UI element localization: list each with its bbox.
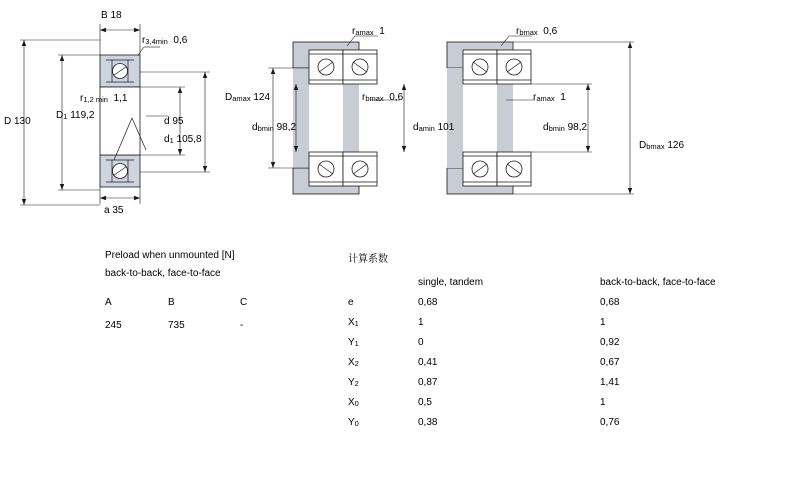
factors-header-btb: back-to-back, face-to-face [600, 277, 716, 288]
label-D1: D1 119,2 [56, 110, 95, 121]
factors-row-symbol: Y1 [348, 337, 359, 348]
label-r34min: r3,4min 0,6 [142, 35, 188, 46]
label-dbmin-left: dbmin 98,2 [252, 122, 297, 133]
factors-row-btb: 1,41 [600, 377, 620, 388]
label-B: B 18 [101, 10, 122, 21]
preload-val-C: - [240, 320, 244, 331]
label-D: D 130 [4, 116, 31, 127]
preload-col-B: B [168, 297, 175, 308]
factors-row-single: 0,38 [418, 417, 438, 428]
preload-val-B: 735 [168, 320, 185, 331]
factors-row-single: 0,68 [418, 297, 438, 308]
preload-title: Preload when unmounted [N] [105, 250, 235, 261]
factors-row-symbol: X2 [348, 357, 359, 368]
factors-row-symbol: Y0 [348, 417, 359, 428]
factors-row-btb: 1 [600, 397, 606, 408]
factors-row-btb: 1 [600, 317, 606, 328]
label-d: d 95 [164, 116, 184, 127]
factors-row-btb: 0,76 [600, 417, 620, 428]
label-ramax-mid: ramax 1 [533, 92, 566, 103]
factors-row-single: 0,41 [418, 357, 438, 368]
preload-col-C: C [240, 297, 248, 308]
factors-row-symbol: X0 [348, 397, 359, 408]
preload-val-A: 245 [105, 320, 122, 331]
label-ramax-top: ramax 1 [352, 26, 385, 37]
label-rbmax-top: rbmax 0,6 [516, 26, 558, 37]
label-a: a 35 [104, 205, 124, 216]
label-Dbmax: Dbmax 126 [639, 140, 685, 151]
preload-subtitle: back-to-back, face-to-face [105, 268, 221, 279]
factors-row-single: 0,5 [418, 397, 432, 408]
factors-row-btb: 0,92 [600, 337, 620, 348]
preload-col-A: A [105, 297, 112, 308]
factors-row-btb: 0,68 [600, 297, 620, 308]
factors-row-single: 1 [418, 317, 424, 328]
factors-row-symbol: e [348, 297, 354, 308]
label-damin: damin 101 [413, 122, 455, 133]
label-rbmax-mid: rbmax 0,6 [362, 92, 404, 103]
label-r12min: r1,2 min 1,1 [80, 93, 128, 104]
factors-header-single: single, tandem [418, 277, 484, 288]
label-dbmin-right: dbmin 98,2 [543, 122, 588, 133]
factors-row-single: 0,87 [418, 377, 438, 388]
factors-row-symbol: Y2 [348, 377, 359, 388]
label-d1: d1 105,8 [164, 134, 202, 145]
label-Damax: Damax 124 [225, 92, 271, 103]
factors-title: 计算系数 [348, 254, 388, 265]
factors-row-symbol: X1 [348, 317, 359, 328]
factors-row-single: 0 [418, 337, 424, 348]
factors-row-btb: 0,67 [600, 357, 620, 368]
